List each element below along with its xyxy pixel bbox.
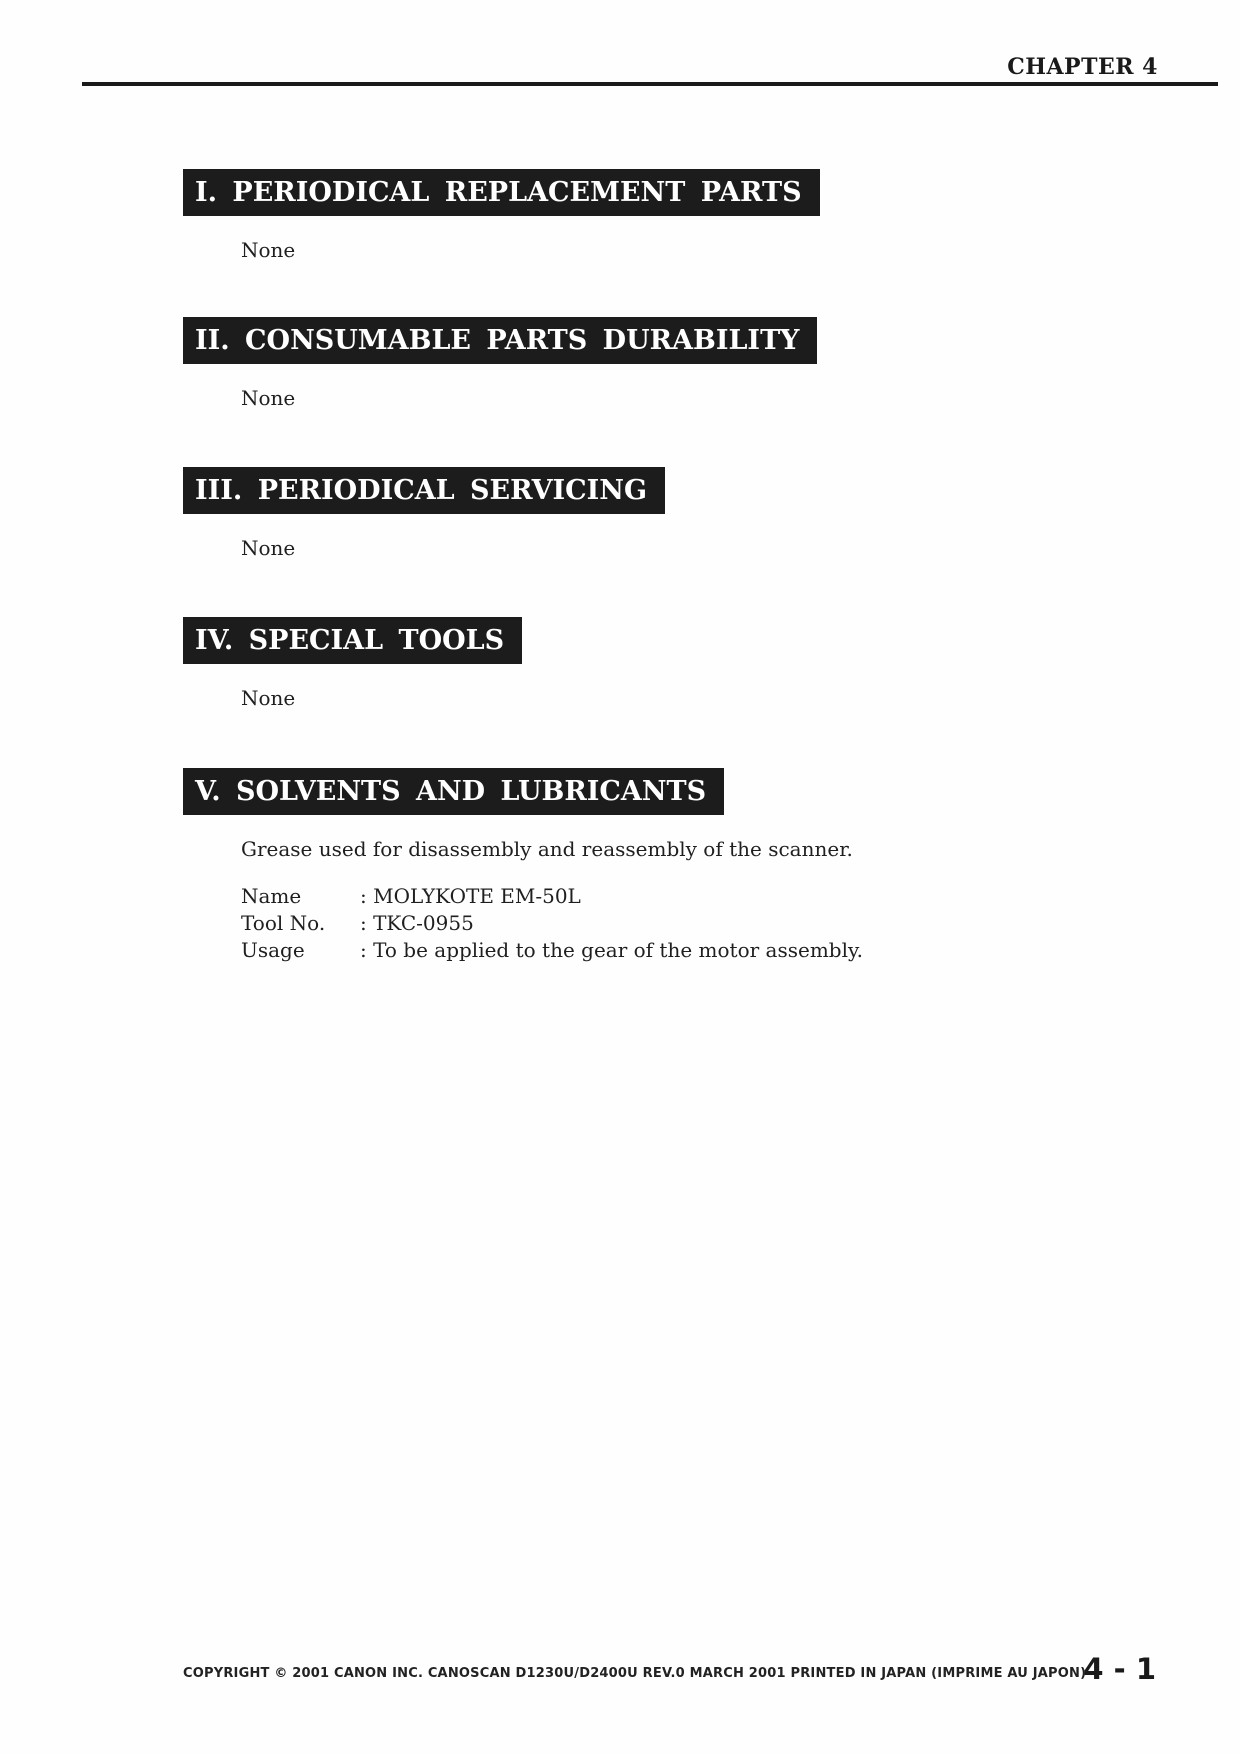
section-special-tools [183, 617, 522, 712]
section-solvents-and-lubricants [183, 768, 863, 964]
section-body [241, 385, 817, 412]
spec-label-usage: Usage [241, 938, 305, 962]
spec-value-usage: : To be applied to the gear of the motor assembly. [360, 938, 863, 962]
header-rule [82, 82, 1218, 86]
section-body-text: None [241, 536, 296, 560]
section-periodical-replacement-parts [183, 169, 820, 264]
section-periodical-servicing [183, 467, 665, 562]
section-body [241, 535, 665, 562]
spec-label-tool-no: Tool No. [241, 911, 326, 935]
section-body [241, 836, 863, 964]
section-body-text: None [241, 386, 296, 410]
spec-value-name: : MOLYKOTE EM-50L [360, 884, 581, 908]
section-heading: IV. SPECIAL TOOLS [183, 617, 522, 664]
section-consumable-parts-durability [183, 317, 817, 412]
section-heading: V. SOLVENTS AND LUBRICANTS [183, 768, 724, 815]
chapter-label: CHAPTER 4 [1007, 54, 1158, 80]
section-heading: I. PERIODICAL REPLACEMENT PARTS [183, 169, 820, 216]
spec-value-tool-no: : TKC-0955 [360, 911, 474, 935]
section-heading: II. CONSUMABLE PARTS DURABILITY [183, 317, 817, 364]
section-body-text: Grease used for disassembly and reassembly of the scanner. [241, 837, 853, 861]
spec-list [241, 883, 863, 964]
page-number: 4 - 1 [1083, 1652, 1156, 1686]
section-body [241, 685, 522, 712]
footer-copyright: COPYRIGHT © 2001 CANON INC. CANOSCAN D1230U/D2400U REV.0 MARCH 2001 PRINTED IN JAPAN (IMPRIME AU JAPON) [183, 1666, 1087, 1681]
section-body [241, 237, 820, 264]
spec-label-name: Name [241, 884, 302, 908]
section-body-text: None [241, 686, 296, 710]
section-body-text: None [241, 238, 296, 262]
section-heading: III. PERIODICAL SERVICING [183, 467, 665, 514]
